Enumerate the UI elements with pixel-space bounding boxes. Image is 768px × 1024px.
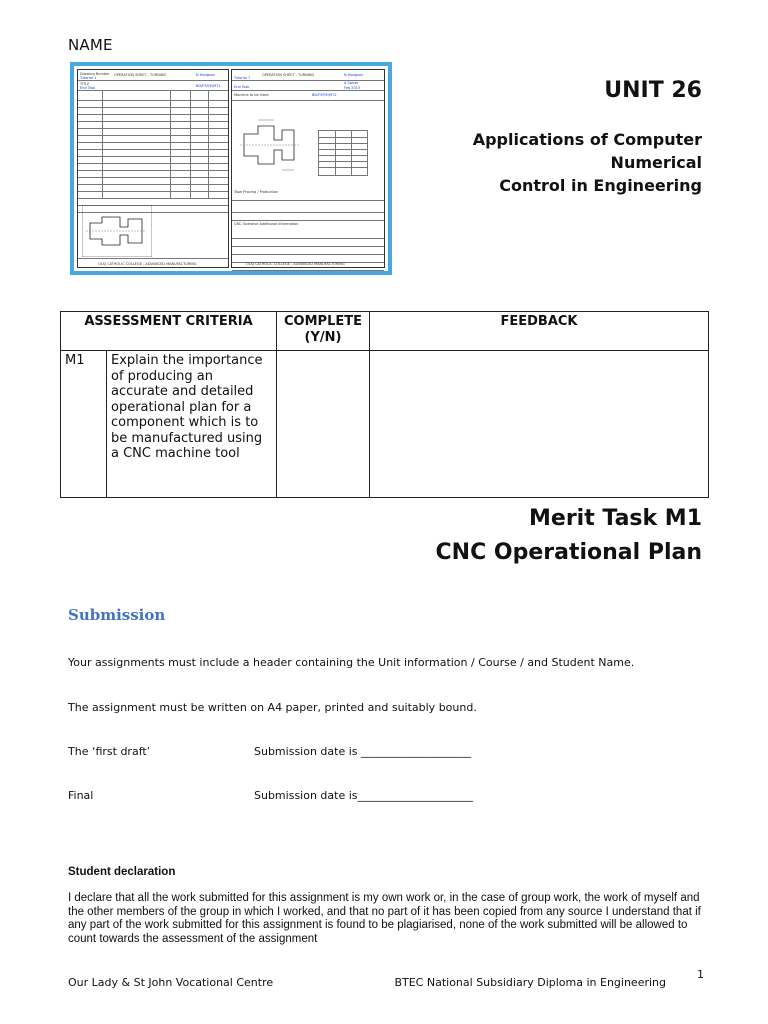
left-prog-by: N Hodgson [196, 73, 216, 77]
thumbnail-paper [74, 66, 388, 271]
left-part-drawing [82, 205, 152, 257]
coordinate-table-line [319, 137, 367, 138]
header-assessment-criteria: ASSESSMENT CRITERIA [61, 312, 277, 351]
left-title-value: End Task [80, 86, 96, 90]
unit-subtitle-line-2: Numerical [610, 153, 702, 172]
right-part-code: BD/FSP/E/M72 [312, 93, 337, 97]
right-remarks-label: CNC Operator Additional Information [234, 222, 299, 226]
left-drawing-label: Drawing Number [80, 72, 110, 76]
coordinate-table-line [319, 167, 367, 168]
unit-subtitle-line-3: Control in Engineering [499, 176, 702, 195]
left-part-code: BD/FSP/E/M72 [196, 84, 221, 88]
left-drawing-value: Tutorial 1 [80, 76, 97, 80]
final-date: Submission date is_____________________ [254, 789, 474, 802]
right-drawing-value: Tutorial 7 [234, 76, 251, 80]
footer-left: Our Lady & St John Vocational Centre [68, 976, 274, 989]
right-title-value: End Task [234, 85, 250, 89]
right-tape-label: Tape Proving / Production [234, 190, 279, 194]
final-label: Final [68, 789, 94, 802]
right-operation-sheet [231, 69, 385, 268]
assessment-criteria-table [60, 311, 709, 498]
declaration-heading: Student declaration [68, 866, 176, 878]
operation-sheet-thumbnail [70, 62, 392, 275]
criteria-code: M1 [61, 351, 107, 498]
left-footer-divider [78, 258, 228, 259]
criteria-header-row [61, 312, 709, 351]
unit-title: UNIT 26 [604, 78, 702, 103]
name-label: NAME [68, 36, 113, 54]
unit-subtitle [382, 128, 702, 197]
criteria-description: Explain the importance of producing an accurate and detailed operational plan for a component which is to be manufactured using a CNC machine tool [107, 351, 277, 498]
task-title: Merit Task M1 [529, 506, 702, 531]
submission-line-2: The assignment must be written on A4 paper, printed and suitably bound. [68, 701, 477, 714]
right-date: Feb 2013 [344, 86, 361, 90]
coordinate-table-column [335, 131, 336, 175]
right-remarks-divider [232, 220, 384, 221]
right-sheet-footer: OLSJ CATHOLIC COLLEGE - ADVANCED MANUFACTURING [246, 262, 345, 266]
left-sheet-title: OPERATION SHEET - TURNING [114, 73, 167, 77]
coordinate-table-column [351, 131, 352, 175]
criteria-row [61, 351, 709, 498]
left-operation-sheet [77, 69, 229, 268]
first-draft-label: The ‘first draft’ [68, 745, 151, 758]
right-part-drawing [238, 110, 308, 180]
header-feedback: FEEDBACK [370, 312, 709, 351]
page-number: 1 [697, 968, 704, 981]
submission-line-1: Your assignments must include a header containing the Unit information / Course / and Student Name. [68, 656, 635, 669]
right-machine-label: Machine to be Used [234, 93, 269, 97]
first-draft-date: Submission date is ____________________ [254, 745, 472, 758]
unit-subtitle-line-1: Applications of Computer [472, 130, 702, 149]
footer-right: BTEC National Subsidiary Diploma in Engineering [394, 976, 666, 989]
submission-heading: Submission [68, 606, 166, 624]
left-sheet-footer: OLSJ CATHOLIC COLLEGE - ADVANCED MANUFACTURING [98, 262, 197, 266]
right-checked-by: A Spicer [344, 81, 359, 85]
left-title-label: TITLE [80, 82, 90, 86]
declaration-text: I declare that all the work submitted for this assignment is my own work or, in the case of group work, the work of myself and the other members of the group in which I worked, and that no part of it has been copied from any source I understand that if any part of the work submitted for this assignment is found to be plagiarised, none of the work submitted will be allowed to count towards the assessment of the assignment [68, 892, 701, 945]
header-complete: COMPLETE (Y/N) [277, 312, 370, 351]
right-sheet-title: OPERATION SHEET - TURNING [262, 73, 315, 77]
coordinate-table-line [319, 143, 367, 144]
coordinate-table-line [319, 149, 367, 150]
coordinate-table-line [319, 161, 367, 162]
task-subtitle: CNC Operational Plan [435, 540, 702, 565]
criteria-feedback-cell[interactable] [370, 351, 709, 498]
coordinate-table-line [319, 155, 367, 156]
right-results-row [232, 200, 384, 213]
task-heading [436, 502, 702, 570]
criteria-complete-cell[interactable] [277, 351, 370, 498]
coordinate-table [318, 130, 368, 176]
right-prog-by: N Hodgson [344, 73, 364, 77]
